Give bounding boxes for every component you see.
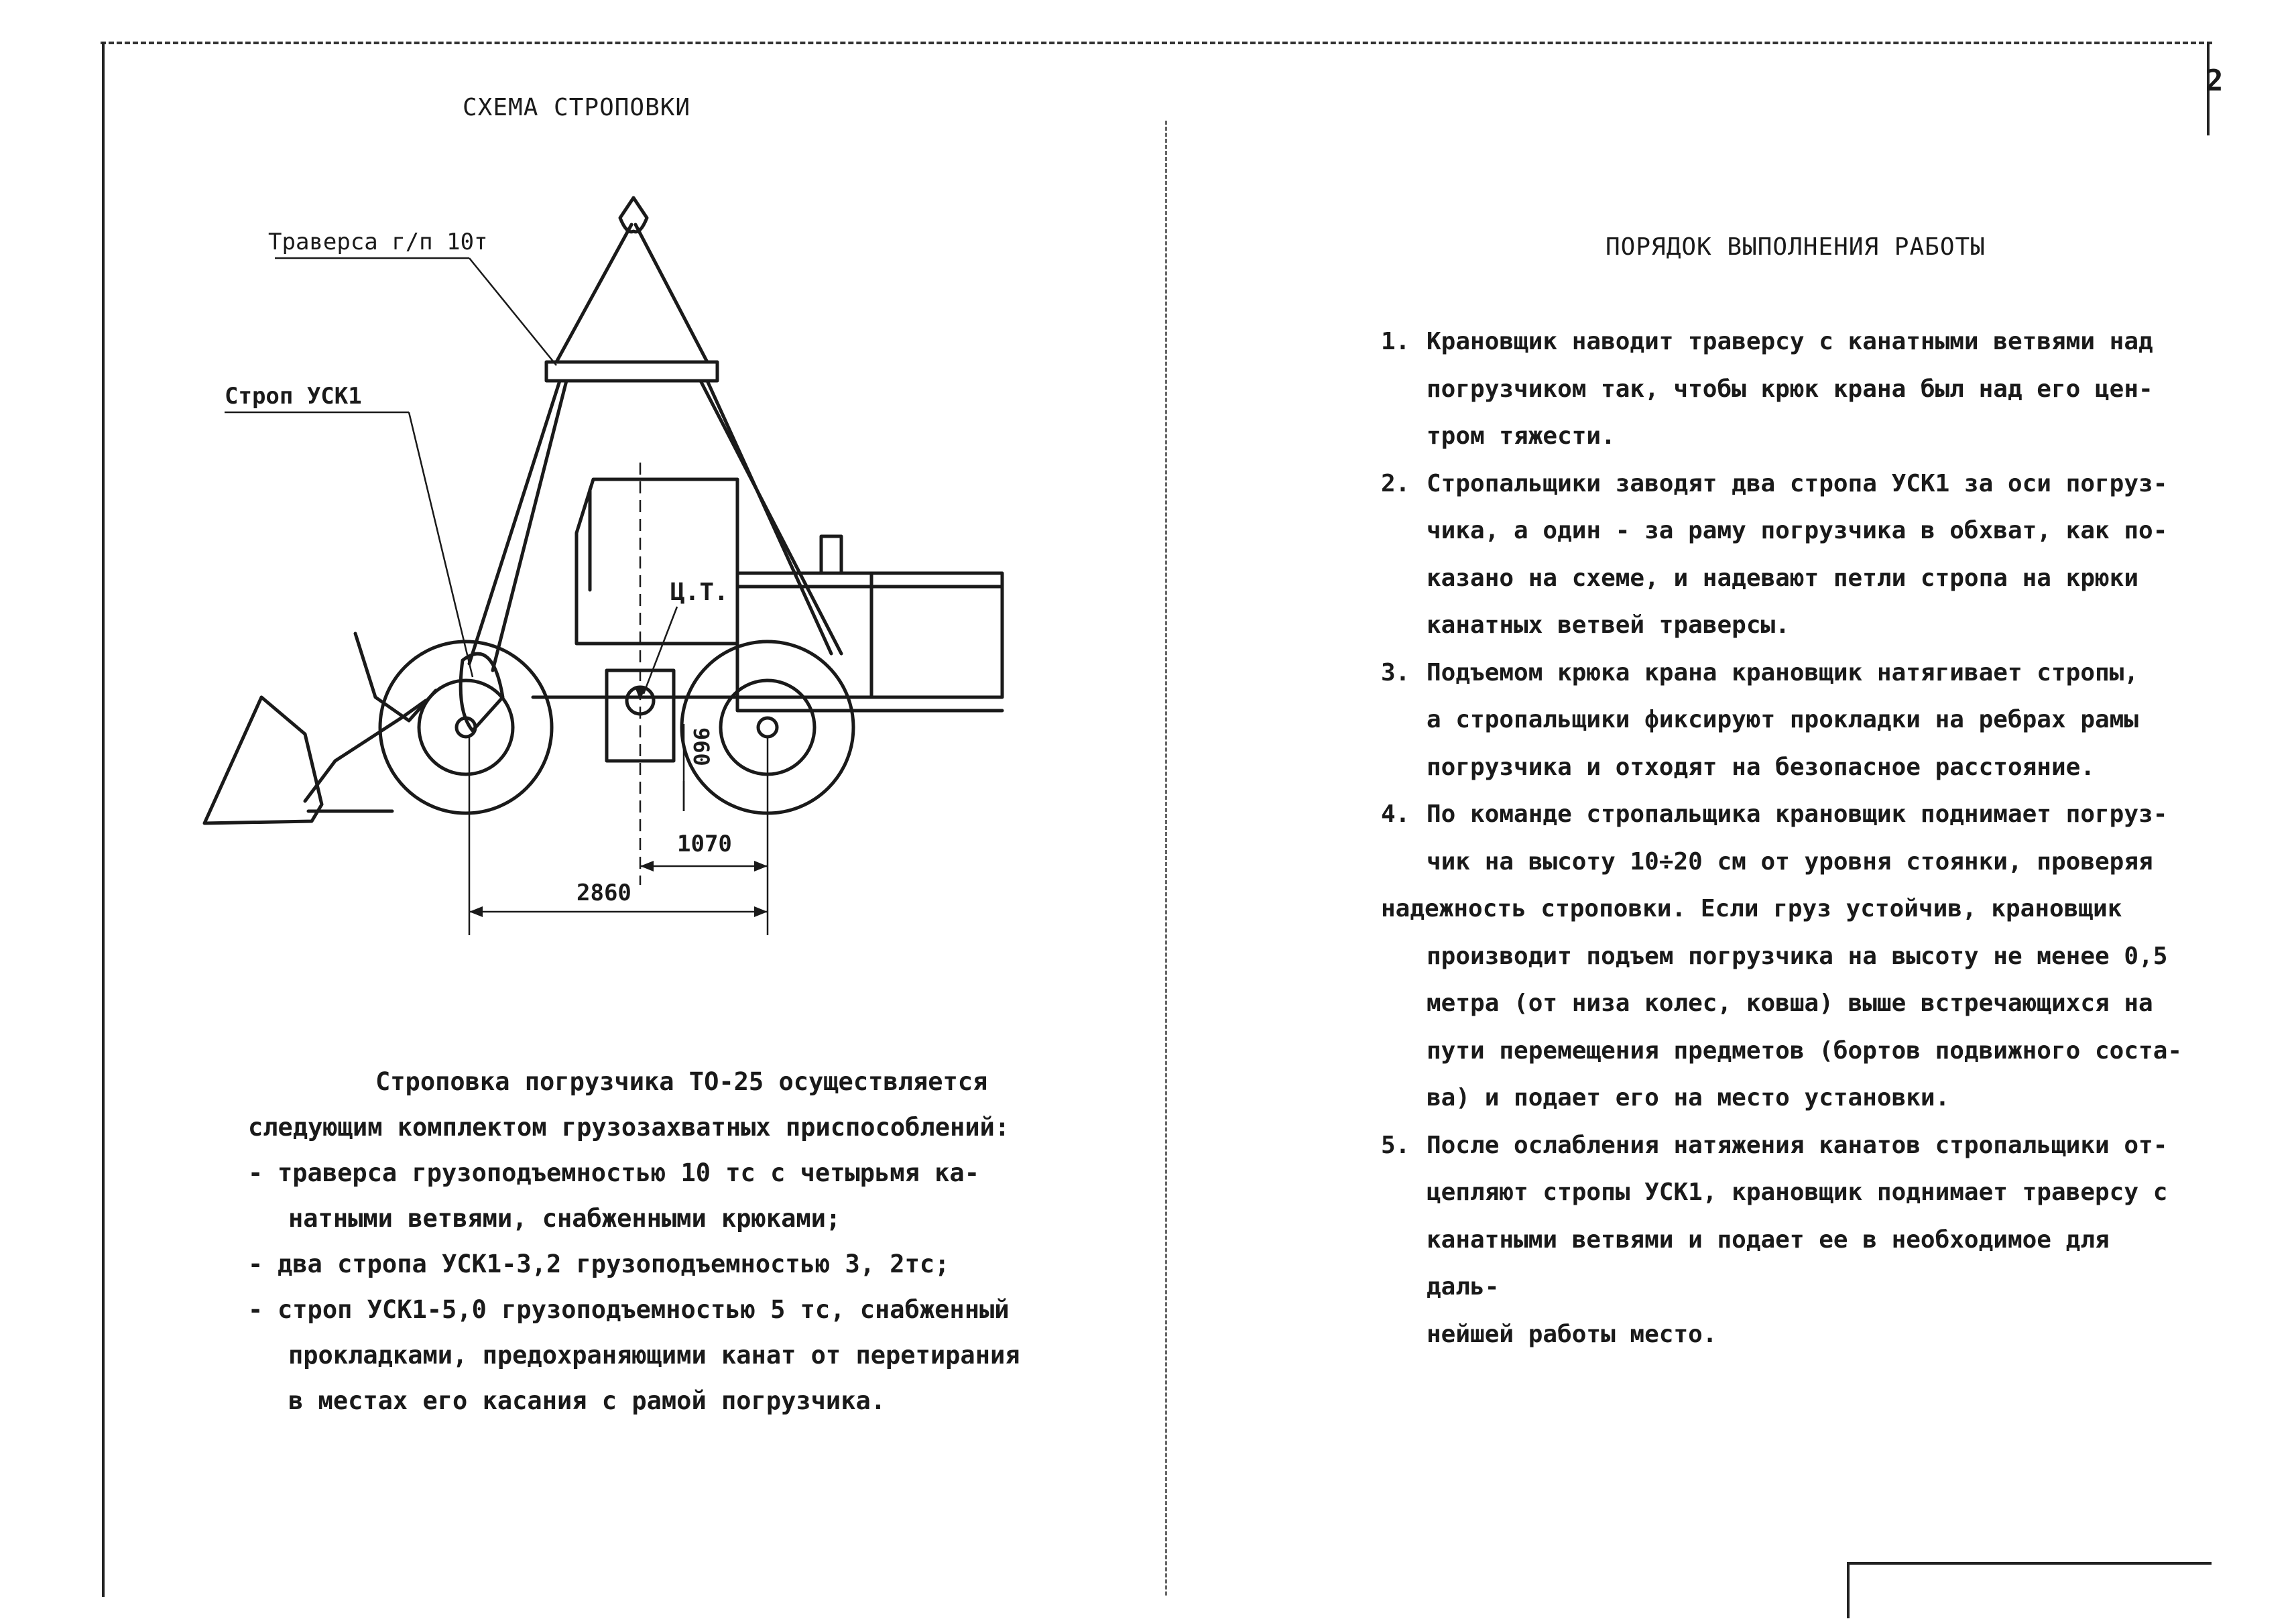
bullet-text: два стропа УСК1-3,2 грузоподъемностью 3, 2тс; bbox=[278, 1250, 950, 1278]
step-line: чика, а один - за раму погрузчика в обхват, как по- bbox=[1427, 517, 2168, 544]
step-2 bbox=[1381, 461, 2185, 650]
bullet-item bbox=[248, 1150, 1093, 1196]
step-line: производит подъем погрузчика на высоту не менее 0,5 bbox=[1427, 942, 2168, 970]
step-line: После ослабления натяжения канатов стропальщики от- bbox=[1427, 1131, 2168, 1159]
step-5 bbox=[1381, 1122, 2185, 1359]
bullet-item bbox=[248, 1287, 1093, 1333]
label-sling: Строп УСК1 bbox=[225, 383, 362, 410]
step-line: Подъемом крюка крана крановщик натягивает стропы, bbox=[1427, 658, 2139, 686]
crane-hook bbox=[620, 198, 647, 232]
step-line: пути перемещения предметов (бортов подвижного соста- bbox=[1427, 1036, 2183, 1065]
step-1 bbox=[1381, 318, 2185, 461]
branch-rear-2 bbox=[701, 381, 841, 654]
page-number: 2 bbox=[2206, 64, 2224, 98]
step-number: 3. bbox=[1381, 658, 1410, 686]
bullet-text-last: в местах его касания с рамой погрузчика. bbox=[288, 1386, 886, 1415]
step-line: канатных ветвей траверсы. bbox=[1427, 611, 1790, 639]
bullet-marker: - bbox=[248, 1250, 263, 1278]
left-page-text bbox=[248, 1059, 1093, 1424]
label-dim-2860: 2860 bbox=[577, 880, 631, 906]
branch-front-2 bbox=[493, 381, 566, 670]
step-line: канатными ветвями и подает ее в необходимое для даль- bbox=[1427, 1225, 2110, 1301]
bullet-text-cont: натными ветвями, снабженными крюками; bbox=[288, 1204, 841, 1233]
bullet-text-cont: прокладками, предохраняющими канат от перетирания bbox=[288, 1341, 1020, 1370]
loader-boom bbox=[305, 701, 426, 801]
step-line-outdent: надежность строповки. Если груз устойчив, крановщик bbox=[1381, 895, 2122, 922]
bullet-marker: - bbox=[248, 1295, 263, 1324]
step-line: погрузчика и отходят на безопасное расстояние. bbox=[1427, 753, 2095, 781]
step-line: погрузчиком так, чтобы крюк крана был над его цен- bbox=[1427, 375, 2153, 403]
intro-line: Строповка погрузчика ТО-25 осуществляется bbox=[375, 1067, 988, 1096]
intro-line-cont: следующим комплектом грузозахватных приспособлений: bbox=[248, 1113, 1010, 1142]
procedure-steps bbox=[1381, 318, 2185, 1358]
step-line: нейшей работы место. bbox=[1427, 1320, 1717, 1348]
loader-frame bbox=[533, 697, 1002, 711]
step-number: 5. bbox=[1381, 1131, 1410, 1159]
step-3 bbox=[1381, 650, 2185, 792]
scheme-title: СХЕМА СТРОПОВКИ bbox=[463, 94, 691, 121]
traverse-beam bbox=[546, 362, 717, 381]
step-line: метра (от низа колес, ковша) выше встречающихся на bbox=[1427, 989, 2153, 1017]
loader-bucket bbox=[204, 697, 322, 823]
step-line: ва) и подает его на место установки. bbox=[1427, 1084, 1950, 1111]
branch-front bbox=[469, 381, 560, 664]
label-center-of-gravity: Ц.Т. bbox=[670, 579, 729, 606]
step-number: 2. bbox=[1381, 469, 1410, 497]
cable-left-upper bbox=[556, 225, 631, 362]
label-dim-960: 960 bbox=[688, 727, 714, 766]
procedure-title: ПОРЯДОК ВЫПОЛНЕНИЯ РАБОТЫ bbox=[1606, 233, 1986, 261]
cable-right-upper bbox=[636, 225, 707, 362]
step-number: 1. bbox=[1381, 328, 1410, 355]
step-line: тром тяжести. bbox=[1427, 422, 1616, 450]
step-line: цепляют стропы УСК1, крановщик поднимает траверсу с bbox=[1427, 1179, 2168, 1206]
step-number: 4. bbox=[1381, 800, 1410, 828]
bullet-text: траверса грузоподъемностью 10 тс с четырьмя ка- bbox=[278, 1158, 979, 1187]
step-line: Стропальщики заводят два стропа УСК1 за оси погруз- bbox=[1427, 469, 2168, 497]
step-line: чик на высоту 10÷20 см от уровня стоянки, проверяя bbox=[1427, 847, 2153, 876]
step-line: По команде стропальщика крановщик поднимает погруз- bbox=[1427, 800, 2168, 828]
bullet-text: строп УСК1-5,0 грузоподъемностью 5 тс, снабженный bbox=[278, 1295, 1010, 1324]
label-dim-1070: 1070 bbox=[677, 831, 732, 857]
step-4 bbox=[1381, 791, 2185, 886]
step-line: Крановщик наводит траверсу с канатными ветвями над bbox=[1427, 328, 2153, 355]
bullet-marker: - bbox=[248, 1158, 263, 1187]
step-line: а стропальщики фиксируют прокладки на ребрах рамы bbox=[1427, 706, 2139, 733]
cab bbox=[577, 479, 737, 644]
bullet-item bbox=[248, 1242, 1093, 1287]
exhaust-pipe bbox=[821, 536, 841, 573]
label-traverse: Траверса г/п 10т bbox=[268, 229, 488, 255]
step-line: казано на схеме, и надевают петли стропа на крюки bbox=[1427, 564, 2139, 592]
front-wheel bbox=[380, 642, 552, 813]
